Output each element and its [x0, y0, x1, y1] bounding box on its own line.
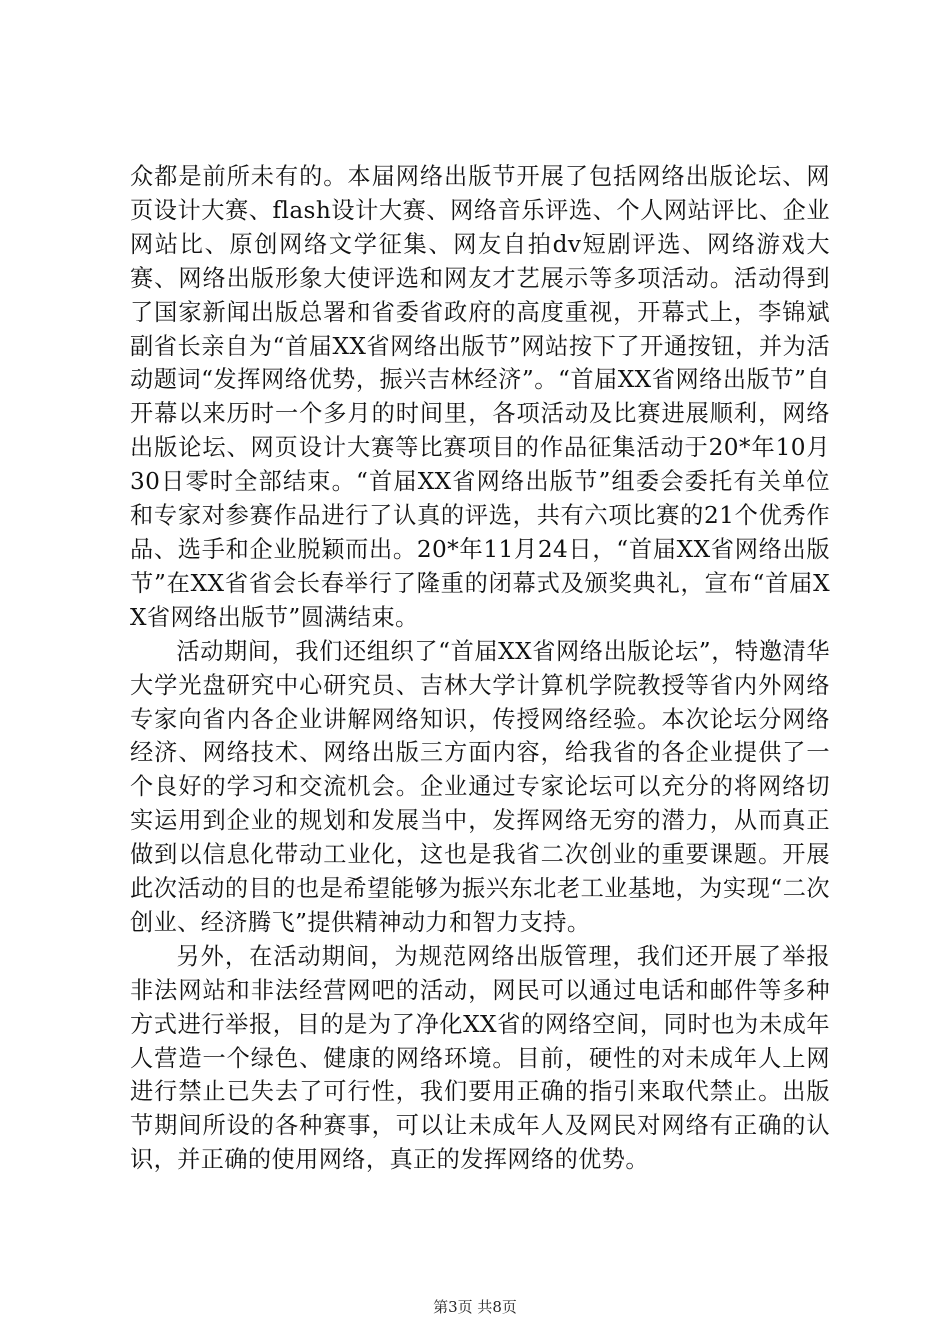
paragraph-continuation: 众都是前所未有的。本届网络出版节开展了包括网络出版论坛、网页设计大赛、flash设计大赛、网络音乐评选、个人网站评比、企业网站比、原创网络文学征集、网友自拍dv短剧评选、网络游戏大赛、网络出版形象大使评选和网友才艺展示等多项活动。活动得到了国家新闻出版总署和省委省政府的高度重视，开幕式上，李锦斌副省长亲自为“首届XX省网络出版节”网站按下了开通按钮，并为活动题词“发挥网络优势，振兴吉林经济”。“首届XX省网络出版节”自开幕以来历时一个多月的时间里，各项活动及比赛进展顺利，网络出版论坛、网页设计大赛等比赛项目的作品征集活动于20*年10月30日零时全部结束。“首届XX省网络出版节”组委会委托有关单位和专家对参赛作品进行了认真的评选，共有六项比赛的21个优秀作品、选手和企业脱颖而出。20*年11月24日，“首届XX省网络出版节”在XX省省会长春举行了隆重的闭幕式及颁奖典礼，宣布“首届XX省网络出版节”圆满结束。 — [130, 163, 830, 631]
paragraph-regulation: 另外，在活动期间，为规范网络出版管理，我们还开展了举报非法网站和非法经营网吧的活动，网民可以通过电话和邮件等多种方式进行举报，目的是为了净化XX省的网络空间，同时也为未成年人营造一个绿色、健康的网络环境。目前，硬性的对未成年人上网进行禁止已失去了可行性，我们要用正确的指引来取代禁止。出版节期间所设的各种赛事，可以让未成年人及网民对网络有正确的认识，并正确的使用网络，真正的发挥网络的优势。 — [130, 942, 830, 1174]
page-number-footer: 第3页 共8页 — [433, 1298, 517, 1316]
paragraph-forum: 活动期间，我们还组织了“首届XX省网络出版论坛”，特邀清华大学光盘研究中心研究员、吉林大学计算机学院教授等省内外网络专家向省内各企业讲解网络知识，传授网络经验。本次论坛分网络经济、网络技术、网络出版三方面内容，给我省的各企业提供了一个良好的学习和交流机会。企业通过专家论坛可以充分的将网络切实运用到企业的规划和发展当中，发挥网络无穷的潜力，从而真正做到以信息化带动工业化，这也是我省二次创业的重要课题。开展此次活动的目的也是希望能够为振兴东北老工业基地，为实现“二次创业、经济腾飞”提供精神动力和智力支持。 — [130, 637, 830, 936]
body-text — [130, 160, 830, 1177]
